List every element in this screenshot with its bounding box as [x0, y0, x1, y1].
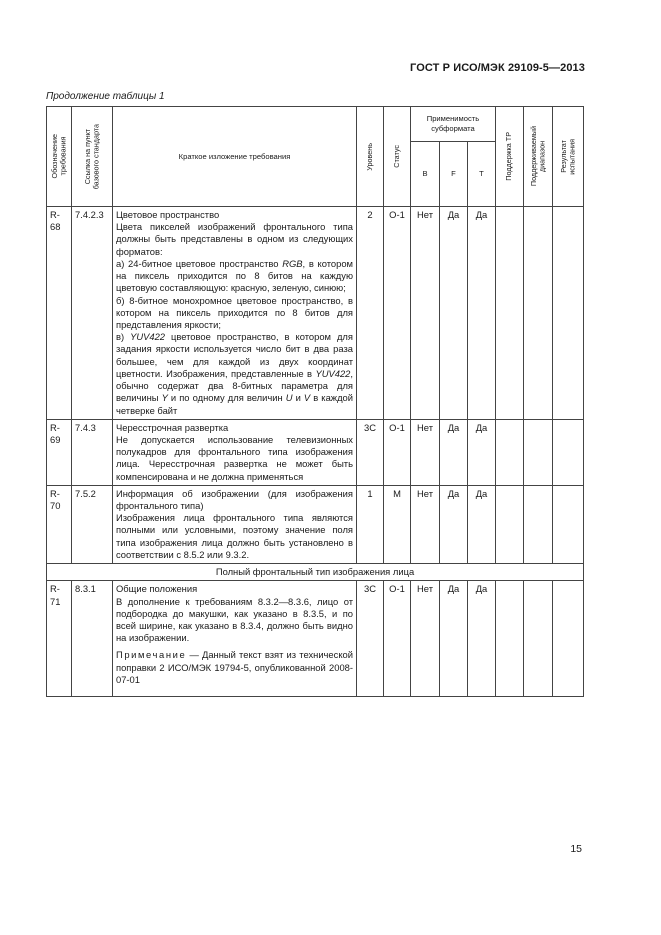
requirement-ref: 7.5.2 [72, 485, 113, 563]
applicability-t: Да [468, 485, 496, 563]
document-code: ГОСТ Р ИСО/МЭК 29109-5—2013 [410, 62, 585, 74]
col-header-tp-support: Поддержка ТР [496, 107, 524, 207]
requirement-status: О-1 [384, 419, 411, 485]
applicability-t: Да [468, 581, 496, 697]
applicability-f: Да [440, 581, 468, 697]
col-header-id: Обозначение требования [47, 107, 72, 207]
table-row [47, 419, 584, 485]
test-result-cell [553, 485, 584, 563]
tp-support-cell [496, 581, 524, 697]
tp-support-cell [496, 419, 524, 485]
supported-range-cell [524, 419, 553, 485]
applicability-t: Да [468, 207, 496, 420]
note: Примечание — Данный текст взят из технической поправки 2 ИСО/МЭК 19794-5, опубликованной 2008-07-01 [116, 649, 353, 685]
table-row [47, 581, 584, 697]
col-header-applicability: Применимость субформата [411, 107, 496, 142]
applicability-f: Да [440, 485, 468, 563]
applicability-b: Нет [411, 207, 440, 420]
requirement-level: 3С [357, 419, 384, 485]
table-caption: Продолжение таблицы 1 [46, 91, 165, 102]
col-header-summary: Краткое изложение требования [113, 107, 357, 207]
requirement-level: 1 [357, 485, 384, 563]
requirement-id: R-68 [47, 207, 72, 420]
test-result-cell [553, 419, 584, 485]
applicability-f: Да [440, 419, 468, 485]
table-row [47, 485, 584, 563]
tp-support-cell [496, 485, 524, 563]
col-header-f: F [440, 142, 468, 207]
section-row [47, 564, 584, 581]
col-header-supported-range: Поддерживаемый диапазон [524, 107, 553, 207]
requirement-summary: Чересстрочная развертка Не допускается использование телевизионных полукадров для фронтального типа изображения лица. Чересстрочная развертка не может быть компенсирована и не должна применяться [113, 419, 357, 485]
requirement-status: О-1 [384, 581, 411, 697]
requirements-table [46, 106, 584, 697]
supported-range-cell [524, 485, 553, 563]
requirement-id: R-70 [47, 485, 72, 563]
requirement-status: М [384, 485, 411, 563]
col-header-status: Статус [384, 107, 411, 207]
tp-support-cell [496, 207, 524, 420]
requirement-ref: 7.4.2.3 [72, 207, 113, 420]
requirement-level: 2 [357, 207, 384, 420]
applicability-b: Нет [411, 581, 440, 697]
requirement-ref: 7.4.3 [72, 419, 113, 485]
applicability-b: Нет [411, 485, 440, 563]
supported-range-cell [524, 207, 553, 420]
col-header-ref: Ссылка на пункт базового стандарта [72, 107, 113, 207]
section-title: Полный фронтальный тип изображения лица [47, 564, 584, 581]
applicability-b: Нет [411, 419, 440, 485]
table-row [47, 207, 584, 420]
requirement-ref: 8.3.1 [72, 581, 113, 697]
test-result-cell [553, 581, 584, 697]
applicability-f: Да [440, 207, 468, 420]
col-header-level: Уровень [357, 107, 384, 207]
applicability-t: Да [468, 419, 496, 485]
requirement-summary: Цветовое пространство Цвета пикселей изображений фронтального типа должны быть представлены в одном из следующих форматов: а) 24-битное цветовое пространство RGB, в котором на пиксель приходится по 8 битов на каждую цветовую составляющую: красную, зеленую, синюю; б) 8-битное монохромное цветовое пространство, в котором на пиксель приходится по 8 битов для представления яркости; в) YUV422 цветовое пространство, в котором для задания яркости используется число бит в два раза большее, чем для каждой из двух координат цветности. Изображения, представленные в YUV422, обычно содержат два 8-битных параметра для величины Y и по одному для величин U и V в каждой четверке байт [113, 207, 357, 420]
supported-range-cell [524, 581, 553, 697]
col-header-b: B [411, 142, 440, 207]
test-result-cell [553, 207, 584, 420]
requirement-level: 3С [357, 581, 384, 697]
col-header-t: T [468, 142, 496, 207]
page-number: 15 [570, 843, 582, 855]
col-header-test-result: Результат испытания [553, 107, 584, 207]
requirement-summary: Информация об изображении (для изображения фронтального типа) Изображения лица фронтального типа являются полными или условными, поэтому значение поля типа изображения лица должно быть установлено в соответствии с 8.5.2 или 9.3.2. [113, 485, 357, 563]
requirement-id: R-71 [47, 581, 72, 697]
requirement-id: R-69 [47, 419, 72, 485]
requirement-status: О-1 [384, 207, 411, 420]
requirement-summary: Общие положения В дополнение к требованиям 8.3.2—8.3.6, лицо от подбородка до макушки, как указано в 8.3.5, и по всей ширине, как указано в 8.3.4, должно быть видно на изображении. Примечание — Данный текст взят из технической поправки 2 ИСО/МЭК 19794-5, опубликованной 2008-07-01 [113, 581, 357, 697]
